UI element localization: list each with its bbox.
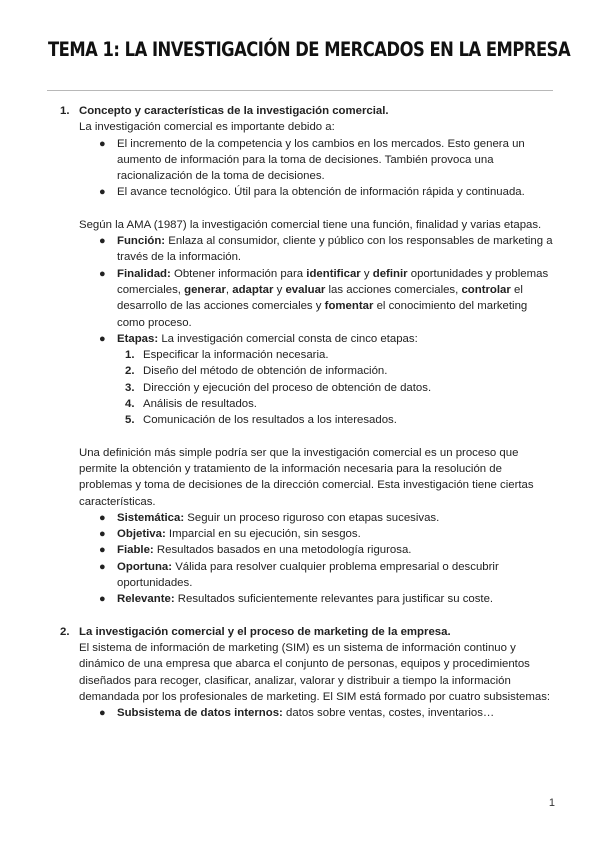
list-item: 2. Diseño del método de obtención de información. bbox=[125, 365, 388, 378]
importance-list bbox=[0, 136, 600, 201]
characteristics-list bbox=[0, 510, 600, 608]
list-item: 3. Dirección y ejecución del proceso de obtención de datos. bbox=[125, 381, 432, 394]
list-item-etapas: ● Etapas: La investigación comercial consta de cinco etapas: bbox=[0, 331, 600, 347]
section-number: 2. bbox=[60, 625, 70, 638]
list-item: ● Sistemática: Seguir un proceso riguroso con etapas sucesivas. bbox=[0, 510, 600, 526]
bullet-icon: ● bbox=[99, 267, 106, 280]
bullet-icon: ● bbox=[99, 235, 106, 248]
section-2-heading bbox=[0, 624, 600, 640]
etapas-list bbox=[0, 347, 600, 428]
bullet-icon: ● bbox=[99, 707, 106, 720]
list-item-finalidad: ● Finalidad: Obtener información para identificar y definir oportunidades y problemas comerciales, generar, adaptar y evaluar las acciones comerciales, controlar el desarrollo de las acciones comerciales y fomentar el conocimiento del marketing como proceso. bbox=[99, 267, 549, 329]
section-1-intro: La investigación comercial es importante debido a: bbox=[79, 121, 335, 134]
list-item: ● El avance tecnológico. Útil para la obtención de información rápida y continuada. bbox=[0, 184, 600, 200]
page-number: 1 bbox=[548, 797, 555, 809]
section-number: 1. bbox=[60, 105, 70, 117]
bullet-icon: ● bbox=[99, 137, 106, 150]
list-item: ● Fiable: Resultados basados en una metodología rigurosa. bbox=[0, 542, 600, 558]
ama-paragraph: Según la AMA (1987) la investigación comercial tiene una función, finalidad y varias etapas. bbox=[79, 218, 542, 231]
bullet-icon: ● bbox=[99, 560, 106, 573]
list-item: ● El incremento de la competencia y los cambios en los mercados. Esto genera un aumento de información para la toma de decisiones. También provoca una racionalización de la toma de decisiones. bbox=[99, 137, 525, 183]
bullet-icon: ● bbox=[99, 332, 106, 345]
list-item: 1. Especificar la información necesaria. bbox=[125, 349, 329, 362]
list-item: 5. Comunicación de los resultados a los interesados. bbox=[125, 414, 397, 427]
list-item: ● Subsistema de datos internos: datos sobre ventas, costes, inventarios… bbox=[0, 705, 600, 721]
list-item: ● Objetiva: Imparcial en su ejecución, sin sesgos. bbox=[0, 526, 600, 542]
list-item: 4. Análisis de resultados. bbox=[125, 398, 257, 411]
bullet-icon: ● bbox=[99, 511, 106, 524]
bullet-icon: ● bbox=[99, 528, 106, 541]
section-title: La investigación comercial y el proceso de marketing de la empresa. bbox=[79, 625, 451, 638]
document-body bbox=[0, 96, 600, 721]
bullet-icon: ● bbox=[99, 593, 106, 606]
title-divider bbox=[47, 90, 553, 91]
document-title: TEMA 1: LA INVESTIGACIÓN DE MERCADOS EN LA EMPRESA bbox=[48, 38, 571, 61]
ama-list bbox=[0, 233, 600, 347]
list-item: ● Oportuna: Válida para resolver cualquier problema empresarial o descubrir oportunidades. bbox=[99, 560, 499, 590]
section-1-heading bbox=[0, 103, 600, 119]
list-item: ● Relevante: Resultados suficientemente relevantes para justificar su coste. bbox=[0, 591, 600, 607]
bullet-icon: ● bbox=[99, 186, 106, 199]
subsystems-list bbox=[0, 705, 600, 721]
bullet-icon: ● bbox=[99, 544, 106, 557]
sim-paragraph: El sistema de información de marketing (SIM) es un sistema de información continuo y dinámico de una empresa que abarca el conjunto de personas, equipos y procedimientos diseñados para recoger, clasificar, analizar, valorar y distribuir a tiempo la información demandada por los profesionales de marketing. El SIM está formado por cuatro subsistemas: bbox=[79, 641, 551, 703]
section-title: Concepto y características de la investigación comercial. bbox=[79, 105, 389, 117]
definition-paragraph: Una definición más simple podría ser que la investigación comercial es un proceso que permite la obtención y tratamiento de la información necesaria para la resolución de problemas y toma de decisiones de la dirección comercial. Esta investigación tiene ciertas características. bbox=[79, 446, 534, 508]
list-item-funcion: ● Función: Enlaza al consumidor, cliente y público con los responsables de marketing a través de la información. bbox=[99, 235, 553, 264]
